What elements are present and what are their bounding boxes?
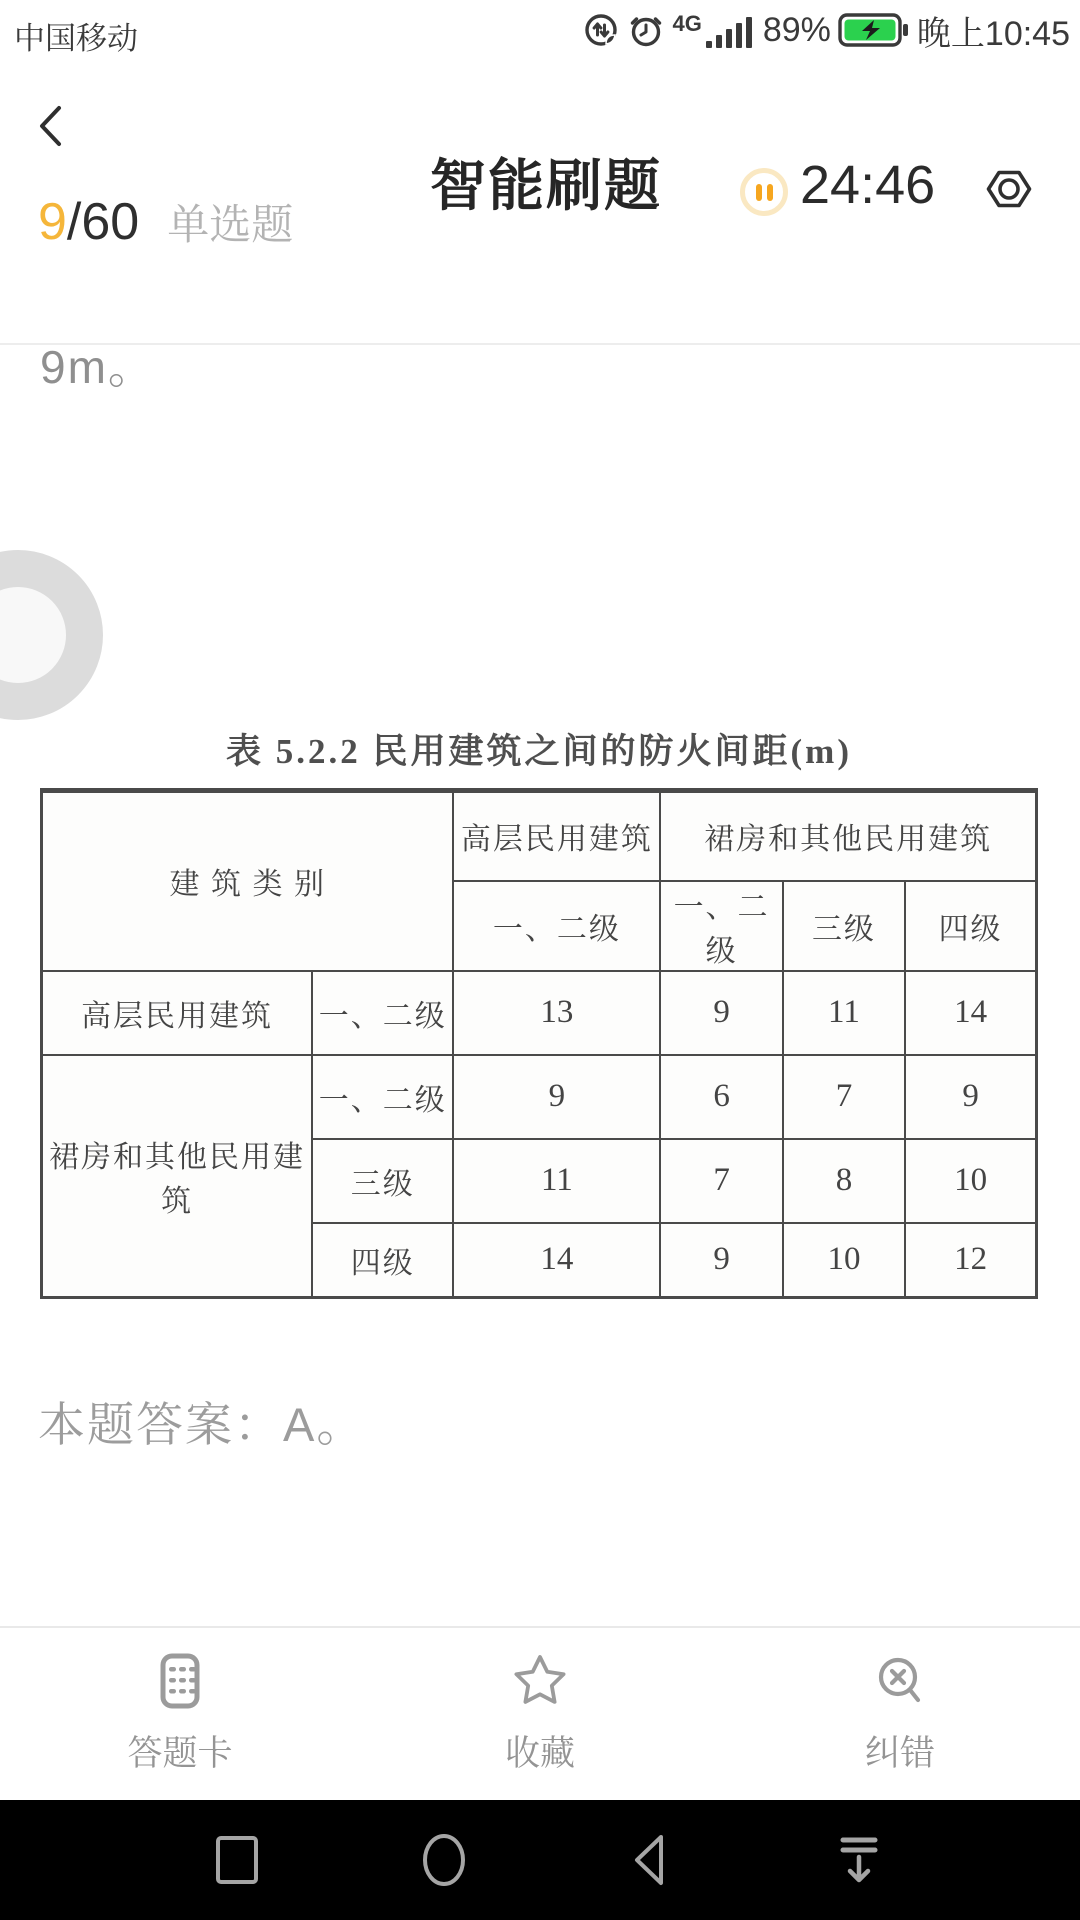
home-button[interactable]	[384, 1800, 504, 1920]
data-saver-icon	[582, 11, 620, 49]
table-cell: 9	[453, 1055, 660, 1139]
favorite-button[interactable]	[430, 1650, 650, 1776]
question-progress	[38, 192, 293, 252]
pause-timer-button[interactable]	[740, 168, 788, 216]
pause-icon	[756, 184, 762, 201]
hide-navbar-button[interactable]	[799, 1800, 919, 1920]
settings-button[interactable]	[982, 162, 1036, 216]
fire-separation-table	[40, 788, 1038, 1299]
chevron-left-icon	[26, 100, 78, 152]
table-cell: 8	[783, 1139, 905, 1223]
favorite-label: 收藏	[504, 1734, 575, 1773]
table-cell: 14	[905, 971, 1036, 1055]
error-correction-button[interactable]	[790, 1650, 1010, 1776]
android-navbar	[0, 1800, 1080, 1920]
clock-label: 晚上10:45	[916, 14, 1070, 53]
back-triangle-icon	[627, 1832, 675, 1888]
table-row	[42, 1055, 1037, 1139]
status-bar	[0, 0, 1080, 60]
table-subheader: 三级	[783, 881, 905, 971]
star-icon	[509, 1650, 571, 1712]
table-cell: 11	[453, 1139, 660, 1223]
battery-percent-label: 89%	[762, 10, 831, 49]
table-cell: 9	[905, 1055, 1036, 1139]
timer-value: 24:46	[800, 155, 936, 215]
recents-button[interactable]	[177, 1800, 297, 1920]
back-button[interactable]	[26, 100, 78, 152]
row-category: 高层民用建筑	[42, 971, 313, 1055]
carrier-label: 中国移动	[14, 21, 138, 56]
table-subheader: 一、二级	[453, 881, 660, 971]
alarm-clock-icon	[627, 11, 665, 49]
row-grade: 四级	[312, 1223, 453, 1298]
signal-bars-icon	[672, 11, 755, 49]
table-subheader: 四级	[905, 881, 1036, 971]
table-row	[42, 971, 1037, 1055]
row-grade: 一、二级	[312, 1055, 453, 1139]
nut-icon	[982, 162, 1036, 216]
error-correction-icon	[869, 1650, 931, 1712]
network-type-label: 4G	[672, 11, 702, 36]
app-header	[0, 60, 1080, 217]
row-category: 裙房和其他民用建筑	[42, 1055, 313, 1298]
home-icon	[416, 1832, 472, 1888]
table-cell: 14	[453, 1223, 660, 1298]
back-nav-button[interactable]	[591, 1800, 711, 1920]
pause-icon	[767, 184, 773, 201]
bottom-toolbar	[0, 1628, 1080, 1800]
battery-charging-icon	[838, 10, 910, 50]
table-cell: 7	[783, 1055, 905, 1139]
table-cell: 10	[783, 1223, 905, 1298]
table-cell: 7	[660, 1139, 782, 1223]
table-cell: 12	[905, 1223, 1036, 1298]
hide-navbar-icon	[833, 1832, 885, 1888]
table-cell: 9	[660, 971, 782, 1055]
answer-card-icon	[149, 1650, 211, 1712]
total-question-count: /60	[66, 193, 140, 251]
answer-text: 本题答案：A。	[38, 1398, 366, 1451]
table-cell: 9	[660, 1223, 782, 1298]
decorative-ring	[0, 550, 103, 720]
current-question-number: 9	[38, 193, 67, 251]
question-type-label: 单选题	[167, 201, 294, 248]
page-title: 智能刷题	[430, 154, 662, 217]
row-grade: 三级	[312, 1139, 453, 1223]
row-grade: 一、二级	[312, 971, 453, 1055]
error-correction-label: 纠错	[864, 1734, 935, 1773]
table-cell: 13	[453, 971, 660, 1055]
answer-card-button[interactable]	[70, 1650, 290, 1776]
table-cell: 11	[783, 971, 905, 1055]
table-header-highrise: 高层民用建筑	[453, 791, 660, 881]
table-header-podium: 裙房和其他民用建筑	[660, 791, 1036, 881]
status-icons	[582, 0, 1070, 60]
table-caption: 表 5.2.2 民用建筑之间的防火间距(m)	[226, 732, 852, 771]
answer-card-label: 答题卡	[127, 1734, 233, 1773]
table-subheader: 一、二级	[660, 881, 782, 971]
recents-icon	[213, 1834, 261, 1886]
table-cell: 10	[905, 1139, 1036, 1223]
table-cell: 6	[660, 1055, 782, 1139]
table-header-category: 建 筑 类 别	[42, 791, 454, 971]
question-text-clipped: 9m。	[40, 345, 156, 393]
